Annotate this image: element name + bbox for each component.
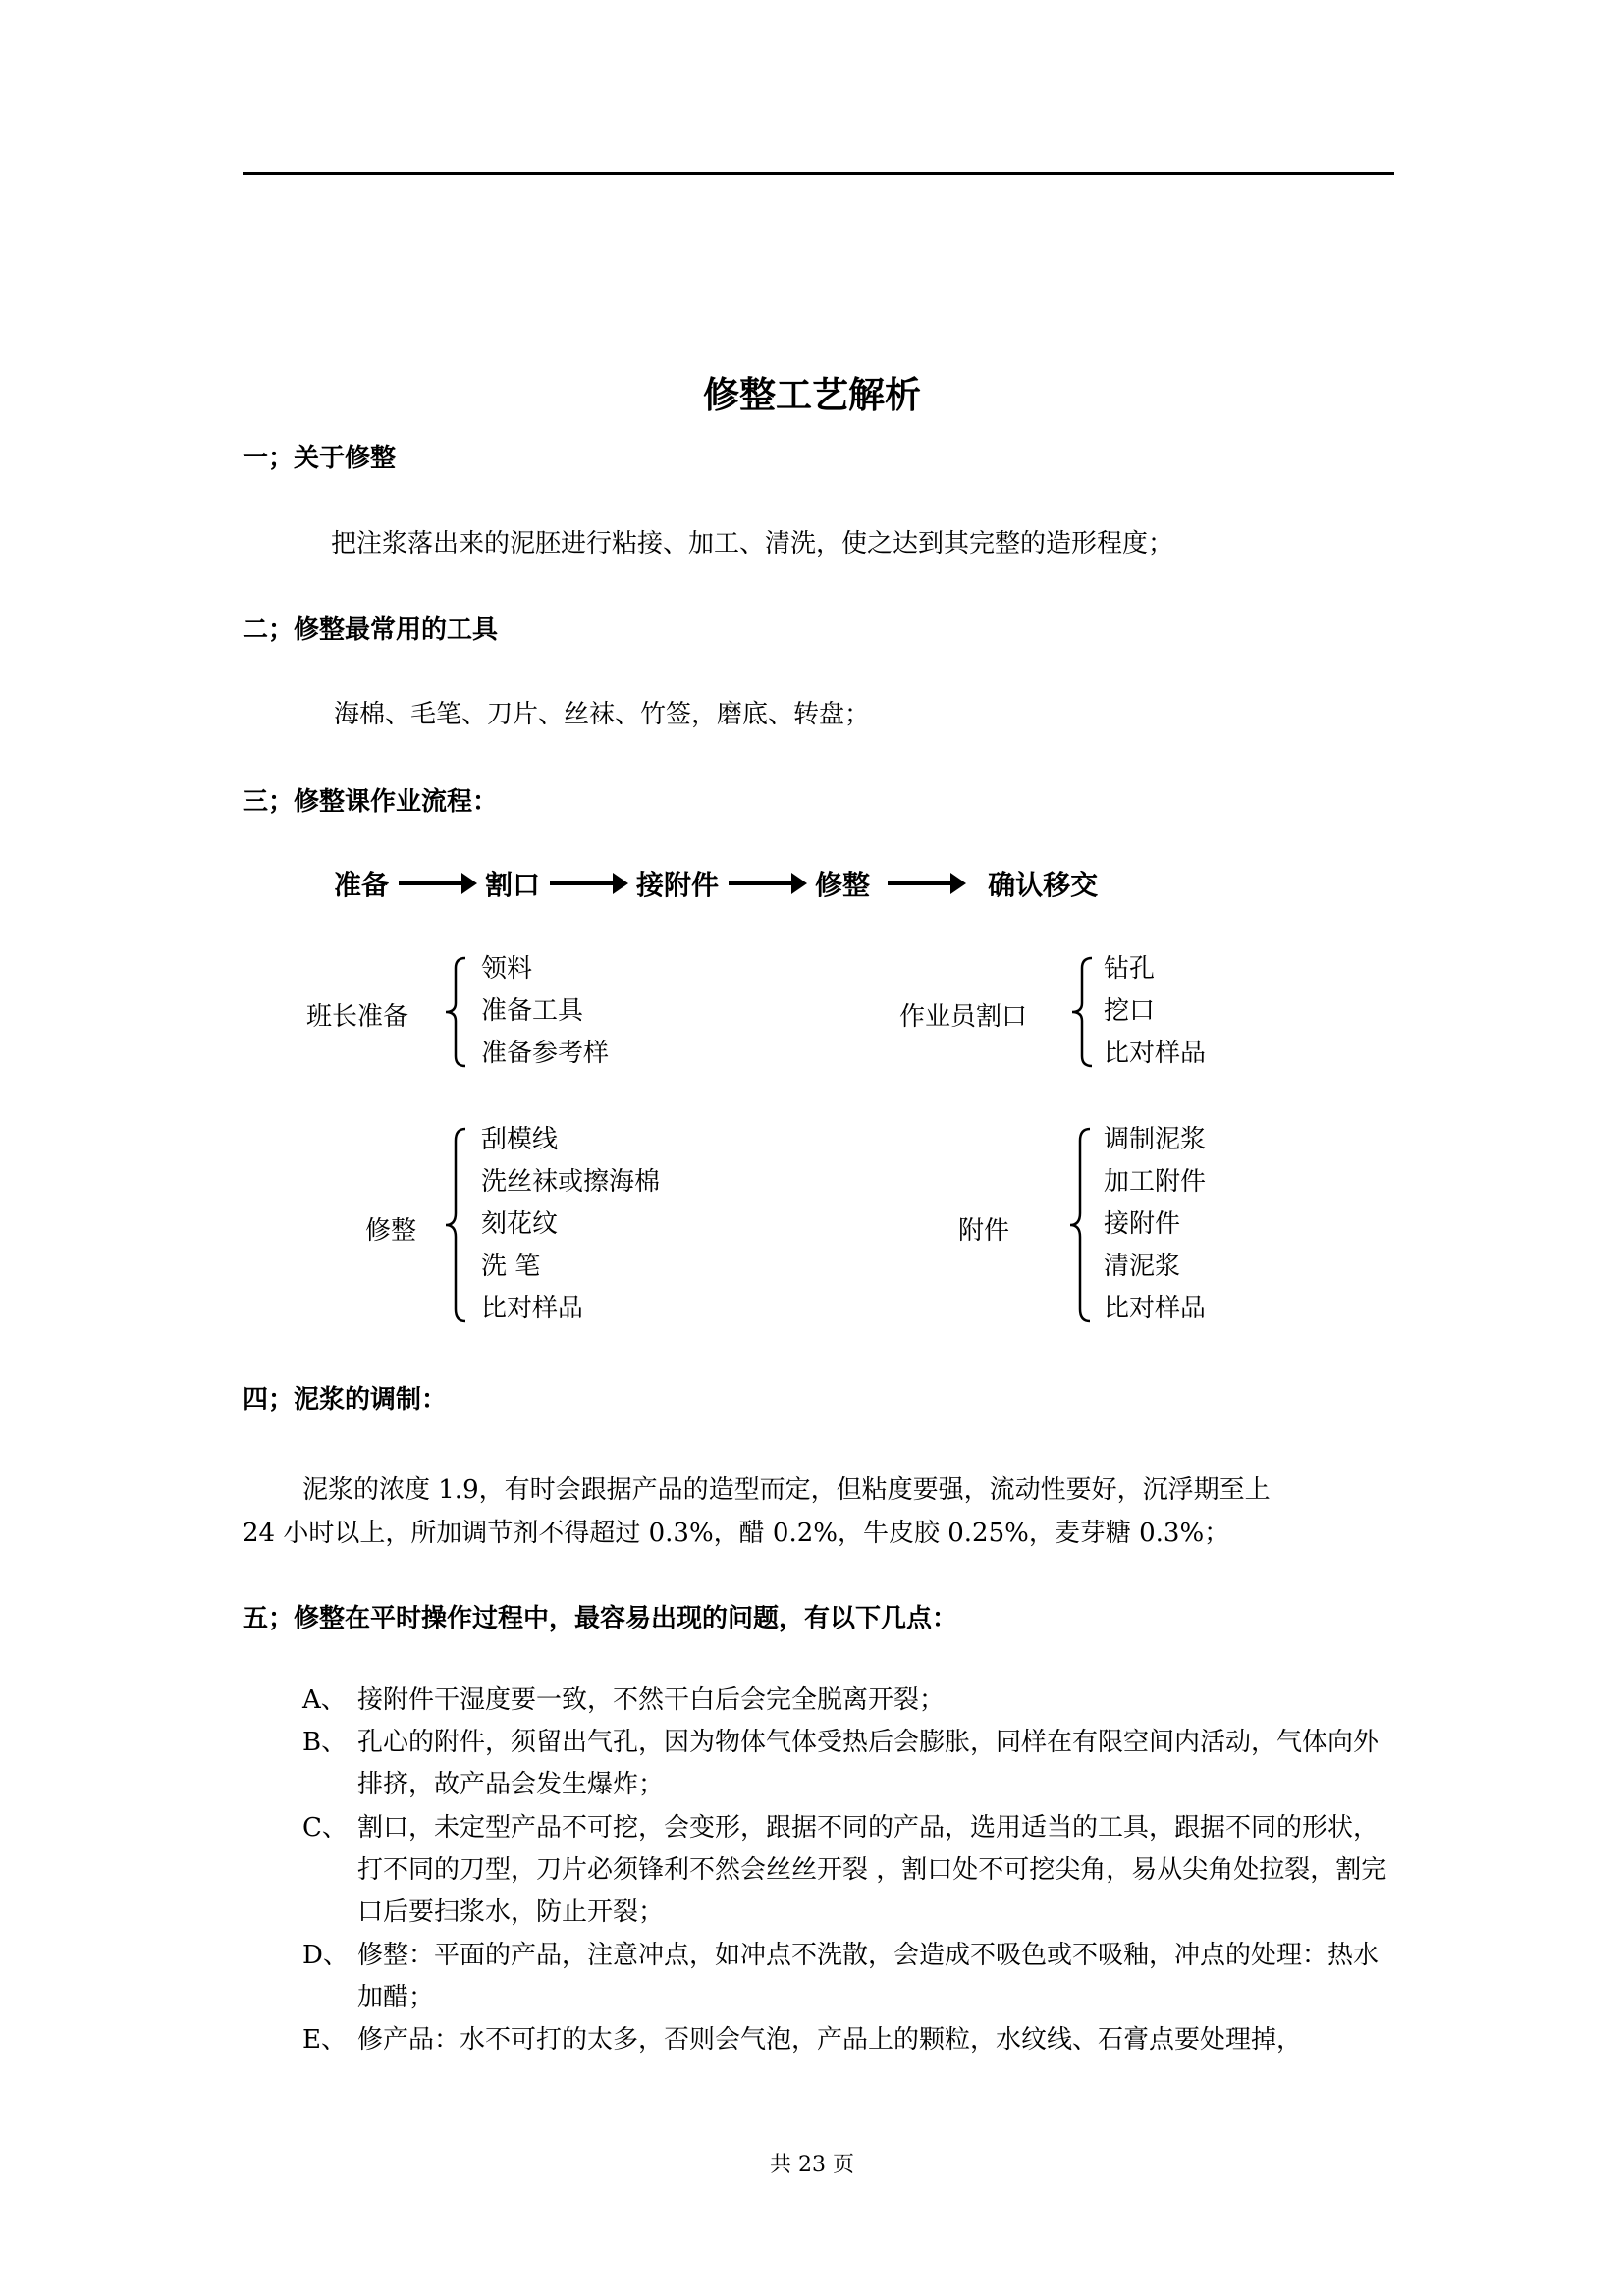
group-list — [1104, 948, 1206, 1075]
problem-item — [302, 1807, 1392, 1934]
list-item: 洗丝袜或擦海棉 — [481, 1167, 661, 1197]
list-item: 准备工具 — [481, 996, 584, 1026]
group-list — [481, 1119, 660, 1330]
brace-icon — [1062, 1125, 1096, 1325]
section-heading-2: 二；修整最常用的工具 — [243, 615, 499, 645]
arrow-right-icon — [550, 881, 617, 885]
problem-item — [302, 1680, 1392, 1722]
problem-text: 修整：平面的产品，注意冲点，如冲点不洗散，会造成不吸色或不吸釉，冲点的处理：热水加醋； — [357, 1941, 1380, 2012]
list-item: 刮模线 — [481, 1125, 559, 1154]
group-label: 班长准备 — [306, 1002, 409, 1032]
flow-step: 准备 — [334, 869, 390, 901]
problem-item — [302, 1935, 1392, 2019]
section-text-2: 海棉、毛笔、刀片、丝袜、竹签，磨底、转盘； — [334, 700, 871, 729]
page-footer: 共 23 页 — [770, 2153, 854, 2177]
problem-text: 修产品：水不可打的太多，否则会气泡，产品上的颗粒，水纹线、石膏点要处理掉， — [357, 2025, 1303, 2055]
list-item: 比对样品 — [481, 1294, 584, 1323]
problem-text: 割口，未定型产品不可挖，会变形，跟据不同的产品，选用适当的工具，跟据不同的形状，打不同的刀型，刀片必须锋利不然会丝丝开裂 ，割口处不可挖尖角，易从尖角处拉裂，割完口后要扫浆水，防止开裂； — [357, 1813, 1387, 1927]
process-flow — [334, 864, 1106, 903]
section-text-4-line1: 泥浆的浓度 1.9，有时会跟据产品的造型而定，但粘度要强，流动性要好，沉浮期至上 — [302, 1475, 1271, 1505]
group-list — [481, 948, 609, 1075]
problem-item — [302, 2019, 1392, 2061]
group-list — [1104, 1119, 1206, 1330]
group-label: 修整 — [365, 1216, 417, 1246]
problem-text: 接附件干湿度要一致，不然干白后会完全脱离开裂； — [357, 1685, 946, 1715]
arrow-right-icon — [888, 881, 954, 885]
list-item: 准备参考样 — [481, 1039, 610, 1068]
arrow-right-icon — [399, 881, 465, 885]
flow-step: 接附件 — [636, 869, 720, 901]
brace-icon — [438, 1125, 471, 1325]
list-item: 挖口 — [1104, 996, 1156, 1026]
arrow-right-icon — [729, 881, 795, 885]
section-heading-3: 三；修整课作业流程： — [243, 787, 499, 817]
brace-icon — [1066, 954, 1096, 1070]
list-item: 比对样品 — [1104, 1294, 1207, 1323]
problem-label: A、 — [302, 1685, 347, 1715]
problem-label: B、 — [302, 1728, 348, 1757]
page-title: 修整工艺解析 — [703, 374, 921, 416]
brace-icon — [440, 954, 469, 1070]
list-item: 清泥浆 — [1104, 1252, 1181, 1281]
list-item: 比对样品 — [1104, 1039, 1207, 1068]
flow-step: 割口 — [485, 869, 541, 901]
problem-label: E、 — [302, 2025, 347, 2055]
flow-step: 确认移交 — [988, 869, 1099, 901]
problem-label: C、 — [302, 1813, 348, 1842]
list-item: 调制泥浆 — [1104, 1125, 1207, 1154]
problem-label: D、 — [302, 1941, 349, 1970]
problem-item — [302, 1722, 1392, 1806]
section-text-4-line2: 24 小时以上，所加调节剂不得超过 0.3%，醋 0.2%，牛皮胶 0.25%，麦芽糖 0.3%； — [243, 1519, 1230, 1548]
list-item: 钻孔 — [1104, 954, 1156, 984]
flow-step: 修整 — [815, 869, 871, 901]
section-heading-1: 一；关于修整 — [243, 444, 397, 473]
list-item: 洗 笔 — [481, 1252, 541, 1281]
list-item: 接附件 — [1104, 1209, 1181, 1239]
list-item: 加工附件 — [1104, 1167, 1207, 1197]
header-rule — [243, 172, 1394, 175]
group-label: 作业员割口 — [899, 1002, 1028, 1032]
list-item: 刻花纹 — [481, 1209, 559, 1239]
group-label: 附件 — [958, 1216, 1010, 1246]
section-heading-4: 四；泥浆的调制： — [243, 1385, 448, 1415]
problem-text: 孔心的附件，须留出气孔，因为物体气体受热后会膨胀，同样在有限空间内活动，气体向外排挤，故产品会发生爆炸； — [357, 1728, 1380, 1799]
section-text-1: 把注浆落出来的泥胚进行粘接、加工、清洗，使之达到其完整的造形程度； — [331, 529, 1174, 559]
list-item: 领料 — [481, 954, 533, 984]
section-heading-5: 五；修整在平时操作过程中，最容易出现的问题，有以下几点： — [243, 1604, 958, 1633]
